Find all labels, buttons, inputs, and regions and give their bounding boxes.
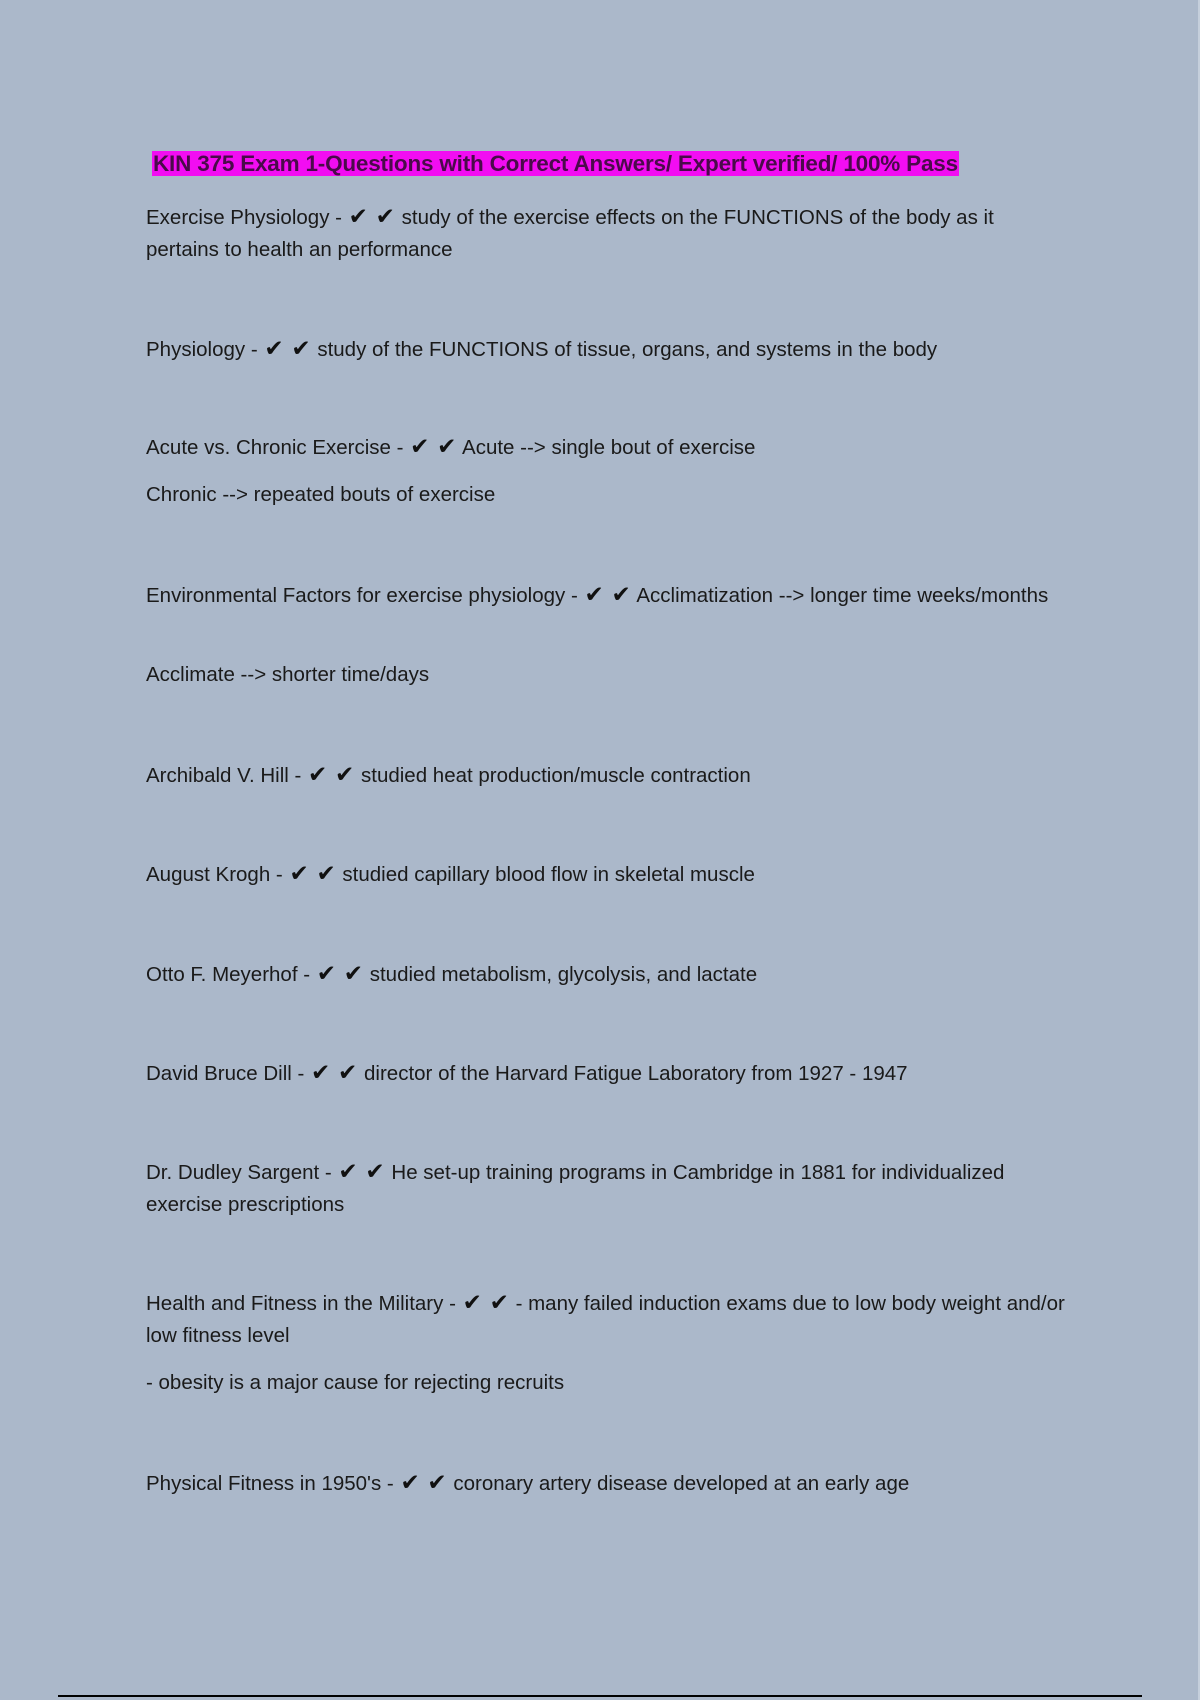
check-icon: ✔ <box>316 960 337 986</box>
entry-answer: study of the exercise effects on the FUNCTIONS of the body as it pertains to health an performance <box>146 206 994 261</box>
entry-answer: studied metabolism, glycolysis, and lactate <box>369 963 758 986</box>
entry-dudley-sargent <box>146 1155 1066 1221</box>
entry-archibald-hill <box>146 758 1066 792</box>
entry-exercise-physiology <box>146 200 1066 266</box>
entry-military-fitness <box>146 1286 1066 1352</box>
entry-otto-meyerhof <box>146 957 1066 991</box>
check-icon: ✔ <box>611 581 631 607</box>
check-icon: ✔ <box>410 433 430 459</box>
entry-term: Archibald V. Hill - <box>146 764 308 787</box>
check-icon: ✔ <box>335 761 355 787</box>
entry-term: Physiology - <box>146 338 264 361</box>
document-title-wrap <box>152 147 959 181</box>
check-icon: ✔ <box>400 1469 420 1495</box>
entry-august-krogh <box>146 857 1066 891</box>
entry-answer: Acclimatization --> longer time weeks/months <box>636 584 1049 607</box>
check-icon: ✔ <box>289 860 309 886</box>
check-icon: ✔ <box>338 1158 358 1184</box>
check-icon: ✔ <box>291 335 311 361</box>
entry-term: Acute vs. Chronic Exercise - <box>146 436 410 459</box>
footer-rule <box>58 1695 1142 1697</box>
entry-answer: studied heat production/muscle contraction <box>361 764 751 787</box>
entry-answer: He set-up training programs in Cambridge in 1881 for individualized exercise prescriptions <box>146 1161 1005 1216</box>
entry-term: Physical Fitness in 1950's - <box>146 1472 400 1495</box>
check-icon: ✔ <box>462 1289 482 1315</box>
entry-environmental-factors <box>146 578 1066 612</box>
entry-answer: director of the Harvard Fatigue Laboratory from 1927 - 1947 <box>364 1062 908 1085</box>
check-icon: ✔ <box>427 1469 447 1495</box>
entry-acute-vs-chronic <box>146 430 1066 464</box>
entry-environmental-factors-extra: Acclimate --> shorter time/days <box>146 663 430 686</box>
check-icon: ✔ <box>375 203 395 229</box>
entry-term: Exercise Physiology - <box>146 206 348 229</box>
entry-answer: Acute --> single bout of exercise <box>462 436 756 459</box>
check-icon: ✔ <box>343 960 364 986</box>
entry-term: Dr. Dudley Sargent - <box>146 1161 338 1184</box>
check-icon: ✔ <box>584 581 604 607</box>
entry-military-fitness-extra: - obesity is a major cause for rejecting recruits <box>146 1371 565 1394</box>
entry-term: August Krogh - <box>146 863 289 886</box>
entry-term: Otto F. Meyerhof - <box>146 963 316 986</box>
entry-answer: study of the FUNCTIONS of tissue, organs, and systems in the body <box>317 338 938 361</box>
check-icon: ✔ <box>311 1059 331 1085</box>
document-title: KIN 375 Exam 1-Questions with Correct Answers/ Expert verified/ 100% Pass <box>153 151 958 176</box>
entry-term: Health and Fitness in the Military - <box>146 1292 462 1315</box>
check-icon: ✔ <box>437 433 457 459</box>
entry-david-bruce-dill <box>146 1056 1066 1090</box>
check-icon: ✔ <box>316 860 336 886</box>
check-icon: ✔ <box>365 1158 385 1184</box>
check-icon: ✔ <box>264 335 284 361</box>
entry-physical-fitness-1950s <box>146 1466 1066 1500</box>
entry-term: David Bruce Dill - <box>146 1062 311 1085</box>
entry-answer: studied capillary blood flow in skeletal muscle <box>342 863 755 886</box>
check-icon: ✔ <box>348 203 368 229</box>
entry-acute-vs-chronic-extra: Chronic --> repeated bouts of exercise <box>146 483 496 506</box>
entry-physiology <box>146 332 1066 366</box>
check-icon: ✔ <box>489 1289 509 1315</box>
entry-answer: - many failed induction exams due to low body weight and/or low fitness level <box>146 1292 1065 1347</box>
check-icon: ✔ <box>308 761 328 787</box>
check-icon: ✔ <box>338 1059 358 1085</box>
entry-answer: coronary artery disease developed at an early age <box>453 1472 910 1495</box>
entry-term: Environmental Factors for exercise physiology - <box>146 584 584 607</box>
